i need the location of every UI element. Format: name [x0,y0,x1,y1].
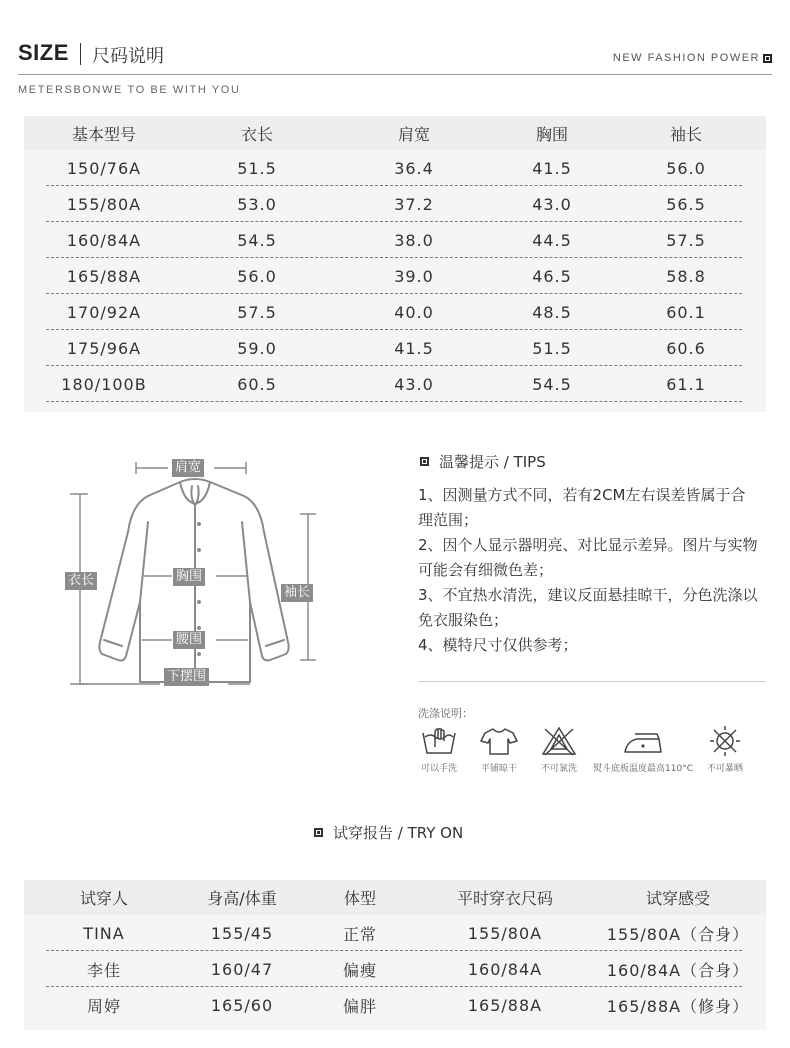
table-cell: 58.8 [666,266,706,286]
tryon-title [314,822,463,843]
tip-item: 2、因个人显示器明亮、对比显示差异。图片与实物可能会有细微色差； [418,536,758,579]
tryon-table-header [24,880,766,915]
table-cell: 56.5 [666,194,706,214]
table-row [24,366,766,402]
square-bullet-icon [314,828,323,837]
table-cell: 56.0 [237,266,277,286]
table-cell: 59.0 [237,338,277,358]
table-cell: 170/92A [66,302,142,322]
wash-label: 熨斗底板温度最高110°C [593,764,693,774]
size-col-header: 肩宽 [397,124,430,144]
tryon-title-text: 试穿报告 / TRY ON [333,824,464,842]
tips-list [418,483,758,659]
wash-label: 不可暴晒 [706,764,743,774]
table-row [24,330,766,366]
size-col-header: 胸围 [535,124,568,144]
table-row [24,150,766,186]
size-table [24,116,766,412]
table-cell: 165/88A（修身） [606,996,750,1016]
table-cell: 150/76A [66,158,142,178]
table-cell: 165/60 [210,995,274,1015]
table-cell: 偏瘦 [342,960,377,980]
label-sleeve: 袖长 [281,584,313,602]
table-row [24,222,766,258]
table-cell: 偏胖 [342,996,377,1016]
shirt-measurement-diagram [60,452,330,694]
no-bleach-icon [539,725,579,757]
tips-divider [418,681,766,682]
wash-label: 平铺晾干 [480,764,517,774]
table-cell: 40.0 [394,302,434,322]
tips-title [420,451,546,472]
table-cell: 160/84A [467,959,543,979]
table-cell: 38.0 [394,230,434,250]
header-title-cn: 尺码说明 [92,46,164,67]
table-cell: 60.5 [237,374,277,394]
wash-symbol-iron [590,725,696,774]
tip-item: 3、不宜热水清洗，建议反面悬挂晾干，分色洗涤以免衣服染色； [418,586,758,629]
tryon-col-header: 体型 [343,889,376,908]
label-waist: 腰围 [173,631,205,649]
washing-title: 洗涤说明： [418,707,473,720]
table-cell: 李佳 [86,960,121,980]
label-length: 衣长 [65,572,97,590]
table-cell: 41.5 [394,338,434,358]
table-row [24,915,766,951]
table-row [24,987,766,1023]
table-row [24,186,766,222]
table-cell: 180/100B [61,374,147,394]
table-cell: 155/45 [210,923,274,943]
no-sun-icon [705,725,745,757]
table-cell: 160/47 [210,959,274,979]
table-cell: 37.2 [394,194,434,214]
table-cell: 43.0 [532,194,572,214]
table-cell: 48.5 [532,302,572,322]
table-cell: 61.1 [666,374,706,394]
tip-item: 1、因测量方式不同，若有2CM左右误差皆属于合理范围； [418,486,746,529]
tryon-col-header: 试穿人 [79,889,128,908]
table-cell: 57.5 [237,302,277,322]
tryon-table [24,880,766,1030]
table-cell: 41.5 [532,158,572,178]
table-cell: 46.5 [532,266,572,286]
table-cell: 155/80A [467,923,543,943]
tryon-col-header: 平时穿衣尺码 [456,889,553,908]
table-cell: 周婷 [86,996,121,1016]
table-cell: 正常 [342,924,377,944]
size-col-header: 袖长 [669,124,702,144]
size-col-header: 基本型号 [71,124,136,144]
size-col-header: 衣长 [240,124,273,144]
table-cell: 53.0 [237,194,277,214]
table-cell: 60.6 [666,338,706,358]
table-cell: 60.1 [666,302,706,322]
table-cell: 160/84A（合身） [606,960,750,980]
label-chest: 胸围 [173,568,205,586]
table-cell: TINA [83,923,125,943]
table-row [24,258,766,294]
label-hem: 下摆围 [164,668,209,686]
table-cell: 165/88A [467,995,543,1015]
table-row [24,951,766,987]
header-rule [18,74,772,75]
table-cell: 43.0 [394,374,434,394]
table-cell: 54.5 [532,374,572,394]
header-title-en: SIZE [18,40,69,65]
header-tagline [613,52,772,64]
table-cell: 175/96A [66,338,142,358]
wash-label: 可以手洗 [420,764,457,774]
flat-dry-icon [479,725,519,757]
iron-icon [621,725,665,757]
wash-symbol-no-sun [702,725,748,774]
table-cell: 165/88A [66,266,142,286]
wash-symbol-flat-dry [476,725,522,774]
tryon-col-header: 身高/体重 [207,889,277,908]
table-cell: 57.5 [666,230,706,250]
table-cell: 39.0 [394,266,434,286]
table-cell: 36.4 [394,158,434,178]
table-cell: 51.5 [532,338,572,358]
header-tagline-text: NEW FASHION POWER [612,52,760,64]
table-cell: 155/80A（合身） [606,924,750,944]
square-bullet-icon [763,54,772,63]
label-shoulder: 肩宽 [172,459,204,477]
tips-title-text: 温馨提示 / TIPS [439,453,546,471]
wash-symbol-no-bleach [536,725,582,774]
hand-wash-icon [419,725,459,757]
tip-item: 4、模特尺寸仅供参考； [418,636,578,654]
header-divider [80,43,81,65]
table-cell: 56.0 [666,158,706,178]
square-bullet-icon [420,457,429,466]
table-cell: 160/84A [66,230,142,250]
tryon-col-header: 试穿感受 [645,889,710,908]
size-table-header [24,116,766,150]
header-subtitle: METERSBONWE TO BE WITH YOU [18,84,241,96]
wash-label: 不可氯洗 [540,764,577,774]
wash-symbol-hand-wash [416,725,462,774]
table-cell: 44.5 [532,230,572,250]
table-cell: 54.5 [237,230,277,250]
table-cell: 51.5 [237,158,277,178]
table-row [24,294,766,330]
table-cell: 155/80A [66,194,142,214]
